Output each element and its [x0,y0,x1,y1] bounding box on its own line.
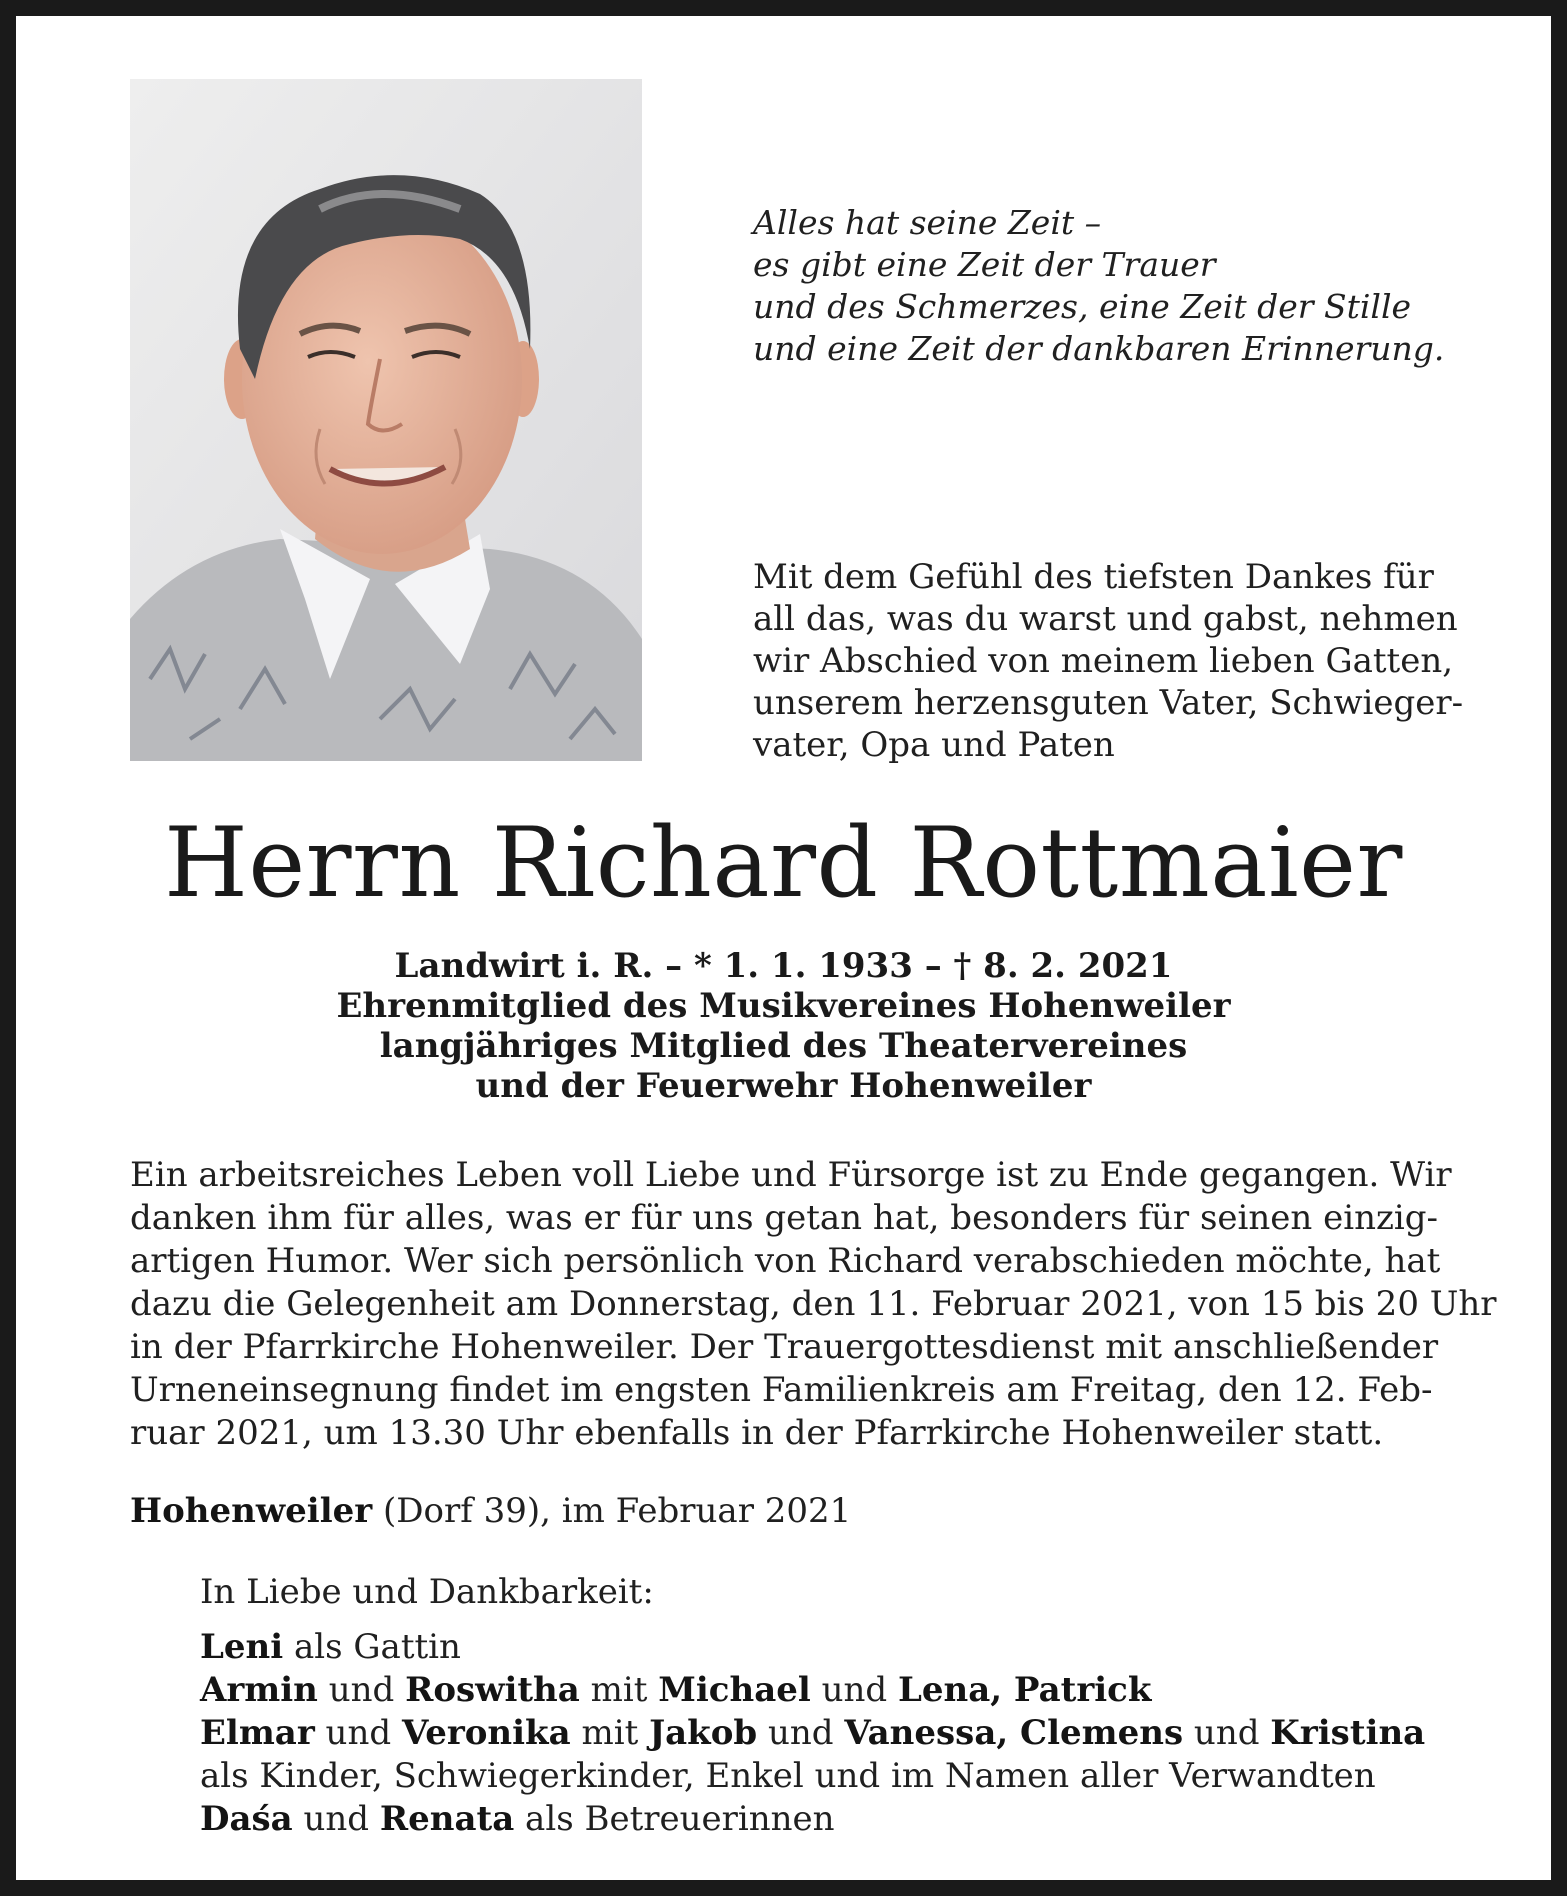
intro-line: all das, was du warst und gabst, nehmen [753,599,1458,639]
place-date [130,1490,851,1533]
mourner-name: Elmar [200,1713,315,1753]
connector-text: und [1183,1713,1271,1753]
deceased-details [16,946,1551,1106]
connector-text: und [292,1799,380,1839]
mourner-name: Leni [200,1627,284,1667]
mourners-list [200,1571,1425,1841]
deceased-name: Herrn Richard Rottmaier [164,807,1403,919]
body-line: danken ihm für alles, was er für uns getan hat, besonders für seinen einzig- [130,1198,1439,1238]
mourner-name: Veronika [401,1713,571,1753]
detail-line: Ehrenmitglied des Musikvereines Hohenweiler [336,986,1231,1026]
place-town: Hohenweiler [130,1491,373,1531]
connector-text: und [810,1670,898,1710]
intro-line: Mit dem Gefühl des tiefsten Dankes für [753,557,1434,597]
body-line: artigen Humor. Wer sich persönlich von Richard verabschieden möchte, hat [130,1241,1441,1281]
intro-line: unserem herzensguten Vater, Schwieger- [753,683,1464,723]
mourner-name: Roswitha [405,1670,580,1710]
intro-line: vater, Opa und Paten [753,725,1115,765]
body-line: in der Pfarrkirche Hohenweiler. Der Trauergottesdienst mit anschließender [130,1327,1439,1367]
quote-line: Alles hat seine Zeit – [753,203,1102,242]
portrait-photo [130,79,642,761]
mourner-line [200,1669,1425,1712]
mourner-relation: als Gattin [283,1627,461,1667]
mourner-line [200,1712,1425,1755]
connector-text: mit [570,1713,650,1753]
signoff-heading: In Liebe und Dankbarkeit: [200,1572,654,1612]
connector-text: und [314,1713,402,1753]
place-rest: (Dorf 39), im Februar 2021 [372,1491,852,1531]
quote-line: und eine Zeit der dankbaren Erinnerung. [753,329,1445,368]
mourner-relation-line: als Kinder, Schwiegerkinder, Enkel und im Namen aller Verwandten [200,1756,1376,1796]
mourner-name: Vanessa, Clemens [844,1713,1184,1753]
intro-line: wir Abschied von meinem lieben Gatten, [753,641,1454,681]
body-text [130,1154,1497,1455]
mourner-name: Kristina [1270,1713,1426,1753]
mourner-name: Armin [200,1670,318,1710]
body-line: Ein arbeitsreiches Leben voll Liebe und Fürsorge ist zu Ende gegangen. Wir [130,1155,1452,1195]
mourner-name: Lena, Patrick [897,1670,1152,1710]
connector-text: und [757,1713,845,1753]
detail-line: Landwirt i. R. – * 1. 1. 1933 – † 8. 2. 2021 [394,946,1173,986]
quote-line: es gibt eine Zeit der Trauer [753,245,1216,284]
mourner-name: Renata [379,1799,515,1839]
detail-line: langjähriges Mitglied des Theatervereines [379,1026,1188,1066]
obituary-card [16,16,1551,1880]
mourner-relation: als Betreuerinnen [514,1799,835,1839]
body-line: Urneneinsegnung findet im engsten Familienkreis am Freitag, den 12. Feb- [130,1370,1433,1410]
poem-quote [753,202,1513,370]
connector-text: mit [579,1670,659,1710]
mourner-name: Jakob [649,1713,758,1753]
body-line: dazu die Gelegenheit am Donnerstag, den 11. Februar 2021, von 15 bis 20 Uhr [130,1284,1497,1324]
detail-line: und der Feuerwehr Hohenweiler [475,1066,1092,1106]
mourner-line [200,1798,1425,1841]
mourner-line [200,1626,1425,1669]
quote-line: und des Schmerzes, eine Zeit der Stille [753,287,1412,326]
mourner-name: Michael [658,1670,811,1710]
connector-text: und [317,1670,406,1710]
body-line: ruar 2021, um 13.30 Uhr ebenfalls in der Pfarrkirche Hohenweiler statt. [130,1413,1384,1453]
intro-text [753,556,1513,766]
mourner-name: Daśa [200,1799,293,1839]
